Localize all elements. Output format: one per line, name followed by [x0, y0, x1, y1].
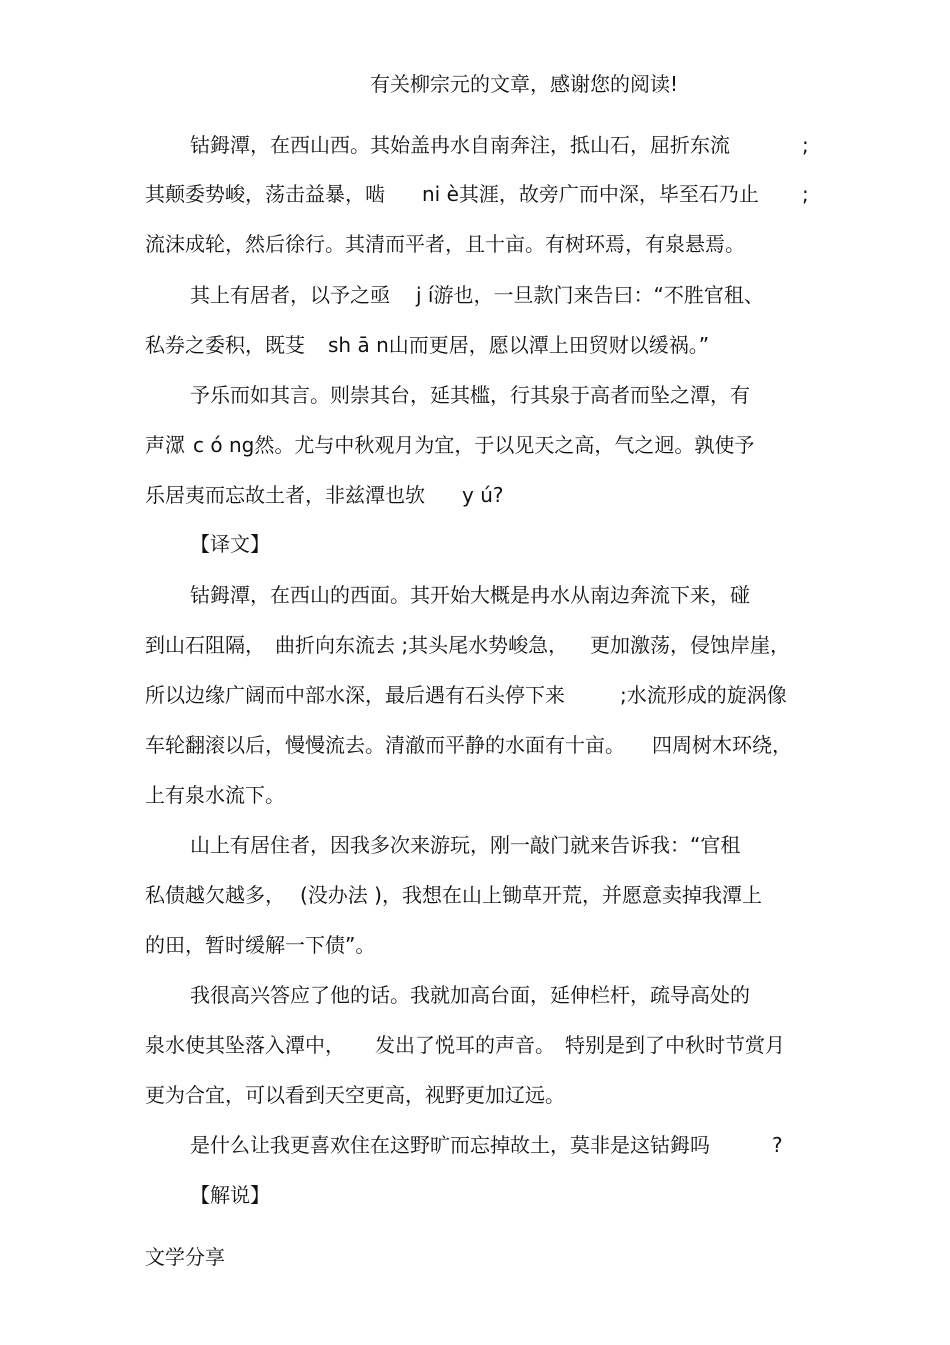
- text-line-15: 山上有居住者，因我多次来游玩，刚一敲门就来告诉我：“官租: [190, 833, 741, 857]
- text-line-19b: 发出了悦耳的声音。: [375, 1033, 555, 1057]
- text-line-1b: ;: [802, 133, 809, 157]
- text-line-14: 上有泉水流下。: [145, 783, 285, 807]
- text-line-5b: sh ā n山而更居，愿以潭上田贸财以缓祸。”: [328, 333, 710, 357]
- text-line-16b: (没办法 )，我想在山上锄草开荒，并愿意卖掉我潭上: [300, 883, 762, 907]
- text-line-13a: 车轮翻滚以后，慢慢流去。清澈而平静的水面有十亩。: [145, 733, 625, 757]
- text-line-8a: 乐居夷而忘故土者，非兹潭也欤: [145, 483, 425, 507]
- text-line-2a: 其颠委势峻，荡击益暴，啮: [145, 182, 385, 206]
- document-header: 有关柳宗元的文章，感谢您的阅读!: [370, 72, 679, 96]
- text-line-7b: c ó ng然。尤与中秋观月为宜，于以见天之高，气之迥。孰使予: [193, 433, 755, 457]
- text-line-11c: 更加激荡，侵蚀岸崖，: [590, 633, 790, 657]
- text-line-4a: 其上有居者，以予之亟: [190, 283, 390, 307]
- document-footer: 文学分享: [145, 1245, 225, 1269]
- text-line-19c: 特别是到了中秋时节赏月: [565, 1033, 785, 1057]
- text-line-13b: 四周树木环绕，: [652, 733, 792, 757]
- text-line-21b: ?: [772, 1133, 783, 1157]
- text-line-19a: 泉水使其坠落入潭中，: [145, 1033, 345, 1057]
- text-line-21a: 是什么让我更喜欢住在这野旷而忘掉故土，莫非是这钴鉧吗: [190, 1133, 710, 1157]
- text-line-12b: ;水流形成的旋涡像: [620, 683, 787, 707]
- translation-heading: 【译文】: [190, 532, 270, 556]
- text-line-18: 我很高兴答应了他的话。我就加高台面，延伸栏杆，疏导高处的: [190, 983, 750, 1007]
- text-line-11b: 曲折向东流去 ;其头尾水势峻急，: [275, 633, 569, 657]
- text-line-4b: j í游也，一旦款门来告曰：“不胜官租、: [416, 283, 764, 307]
- text-line-1a: 钴鉧潭，在西山西。其始盖冉水自南奔注，抵山石，屈折东流: [190, 133, 730, 157]
- text-line-20: 更为合宜，可以看到天空更高，视野更加辽远。: [145, 1083, 565, 1107]
- text-line-2c: ;: [802, 182, 809, 206]
- text-line-10: 钴鉧潭，在西山的西面。其开始大概是冉水从南边奔流下来，碰: [190, 583, 750, 607]
- text-line-17: 的田，暂时缓解一下债”。: [145, 933, 376, 957]
- text-line-6: 予乐而如其言。则崇其台，延其槛，行其泉于高者而坠之潭，有: [190, 383, 750, 407]
- text-line-12a: 所以边缘广阔而中部水深，最后遇有石头停下来: [145, 683, 565, 707]
- text-line-11a: 到山石阻隔，: [145, 633, 265, 657]
- text-line-3: 流沫成轮，然后徐行。其清而平者，且十亩。有树环焉，有泉悬焉。: [145, 232, 745, 256]
- text-line-5a: 私券之委积，既芟: [145, 333, 305, 357]
- text-line-8b: y ú?: [462, 483, 504, 507]
- commentary-heading: 【解说】: [190, 1183, 270, 1207]
- text-line-2b: ni è其涯，故旁广而中深，毕至石乃止: [422, 182, 759, 206]
- text-line-16a: 私债越欠越多，: [145, 883, 285, 907]
- text-line-7a: 声潀: [145, 433, 185, 457]
